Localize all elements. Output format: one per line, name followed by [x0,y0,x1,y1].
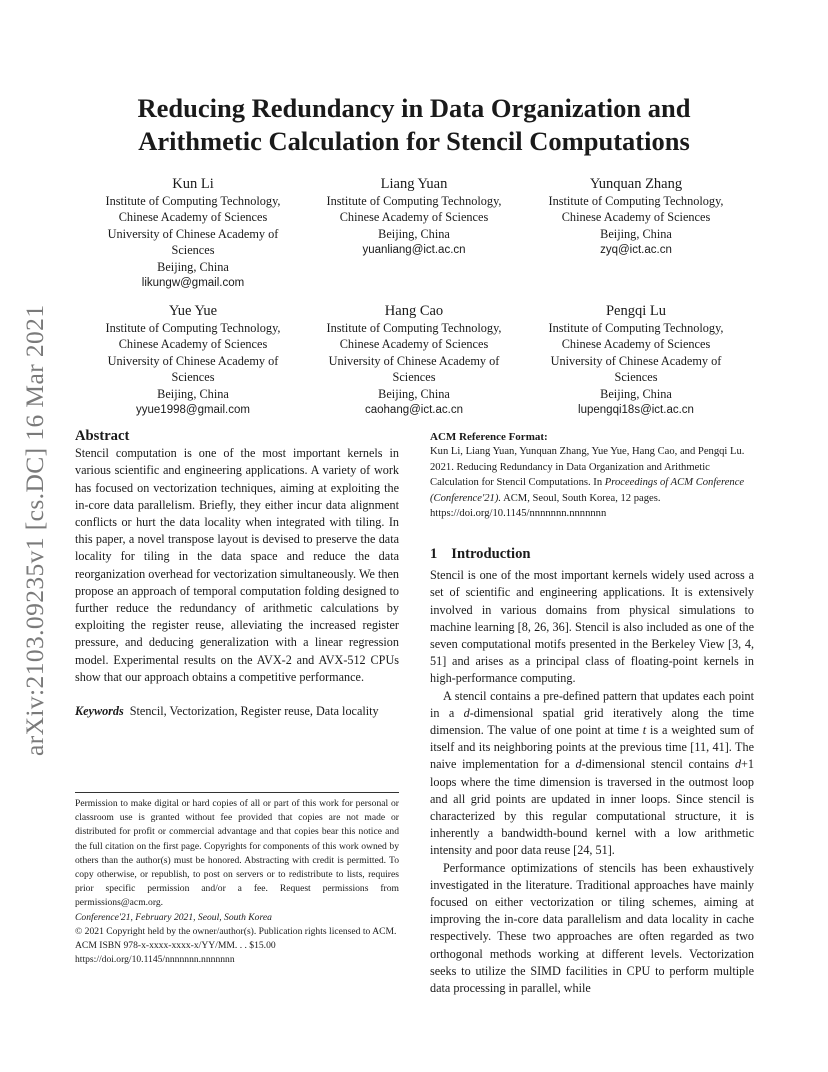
arxiv-identifier: arXiv:2103.09235v1 [cs.DC] 16 Mar 2021 [20,304,49,756]
intro-paragraph-1: Stencil is one of the most important kernels widely used across a set of scientific and engineering applications. It is extensively involved in various domains from physical simulations to machine learning [8, 26, 36]. Stencil is also included as one of the seven computational motifs presented in the Berkeley View [3, 4, 51] and arises as a principal class of floating-point kernels in high-performance computing. [430,568,754,686]
affiliation-line: Beijing, China [157,259,229,274]
isbn-line: ACM ISBN 978-x-xxxx-xxxx-x/YY/MM. . . $15.00 [75,940,276,952]
footnote-divider [75,792,399,793]
doi-line: https://doi.org/10.1145/nnnnnnn.nnnnnnn [75,954,235,966]
affiliation-line: University of Chinese Academy of [328,353,500,368]
affiliation-line: Chinese Academy of Sciences [561,337,711,352]
affiliation-line: Chinese Academy of Sciences [118,210,268,225]
author-name: Liang Yuan [380,176,448,192]
author-email: likungw@gmail.com [141,277,245,290]
acm-ref-part: Kun Li, Liang Yuan, Yunquan Zhang, Yue Yue, Hang Cao, and Pengqi Lu. 2021. Reducing Redundancy in Data Organization and Arithmetic Calculation for Stencil Computations. In [430,446,745,489]
permission-notice [75,797,399,967]
affiliation-line: Sciences [171,243,215,258]
author-email: caohang@ict.ac.cn [365,404,463,417]
text-run: is a weighted sum of itself and its neighboring points at the previous time [11, 41]. The naive implementation for a [430,723,754,772]
affiliation-line: Beijing, China [157,386,229,401]
affiliation-line: Chinese Academy of Sciences [339,210,489,225]
copyright-line: © 2021 Copyright held by the owner/author(s). Publication rights licensed to ACM. [75,925,397,937]
keywords [75,703,399,720]
introduction-heading [430,546,754,563]
affiliation-line: Chinese Academy of Sciences [118,337,268,352]
affiliation-line: Beijing, China [600,386,672,401]
intro-paragraph-2 [430,688,754,860]
author-email: yyue1998@gmail.com [136,404,250,417]
affiliation-line: Chinese Academy of Sciences [339,337,489,352]
math-var: d [463,705,470,720]
author-name: Hang Cao [384,303,444,319]
author-block-kun-li [88,175,298,291]
affiliation-line: Institute of Computing Technology, [105,321,281,335]
math-var: d [575,757,582,772]
acm-ref-venue: Proceedings of ACM Conference (Conference'21). [430,477,745,504]
affiliation-line: Institute of Computing Technology, [105,194,281,208]
affiliation-line: University of Chinese Academy of [107,226,279,241]
abstract-heading: Abstract [75,428,130,444]
author-email: zyq@ict.ac.cn [600,244,672,257]
affiliation-line: Sciences [614,370,658,385]
author-block-pengqi-lu [531,302,741,418]
paper-title [60,92,768,158]
affiliation-line: Institute of Computing Technology, [548,321,724,335]
author-block-hang-cao [309,302,519,418]
math-var: t [642,723,647,738]
affiliation-line: Beijing, China [378,226,450,241]
keywords-label: Keywords [75,704,124,719]
acm-reference [430,430,754,522]
affiliation-line: Institute of Computing Technology, [548,194,724,208]
affiliation-line: Sciences [392,370,436,385]
math-var: d [734,757,742,772]
introduction-section [430,546,754,997]
text-run: +1 loops where the time dimension is traversed in the outmost loop and all grid points are updated in inner loops. Since stencil is characterized by this regular computational structure, it is inherently a bandwidth-bound kernel with a low arithmetic intensity and poor data reuse [24, 51]. [430,757,754,858]
abstract-text: Stencil computation is one of the most important kernels in various scientific and engineering applications. A variety of work has focused on vectorization techniques, aiming at exploiting the in-core data parallelism. Briefly, they either incur data alignment conflicts or hurt the data locality when integrated with tiling. In this paper, a novel transpose layout is devised to preserve the data locality for tiling in the data space and reduce the data reorganization overhead for vectorization simultaneously. We then propose an approach of temporal computation folding designed to further reduce the redundancy of arithmetic calculations by exploiting the register reuse, alleviating the increased register pressure, and deducing generalization with a linear regression model. Experimental results on the AVX-2 and AVX-512 CPUs show that our approach obtains a competitive performance. [75,446,399,684]
text-run: -dimensional spatial grid iteratively along the time dimension. The value of one point at time [430,705,754,738]
acm-ref-part: ACM, Seoul, South Korea, 12 pages. https://doi.org/10.1145/nnnnnnn.nnnnnnn [430,492,661,520]
title-line-1: Reducing Redundancy in Data Organization and [137,93,691,123]
affiliation-line: Sciences [171,370,215,385]
affiliation-line: Beijing, China [600,226,672,241]
author-block-yunquan-zhang [531,175,741,259]
affiliation-line: Institute of Computing Technology, [326,194,502,208]
affiliation-line: Chinese Academy of Sciences [561,210,711,225]
affiliation-line: Beijing, China [378,386,450,401]
affiliation-line: University of Chinese Academy of [107,353,279,368]
affiliation-line: Institute of Computing Technology, [326,321,502,335]
acm-reference-text [430,444,754,522]
text-run: A stencil contains a pre-defined pattern that updates each point in a [430,688,754,720]
acm-reference-heading: ACM Reference Format: [430,431,548,443]
title-line-2: Arithmetic Calculation for Stencil Computations [138,126,690,156]
permission-text: Permission to make digital or hard copies of all or part of this work for personal or classroom use is granted without fee provided that copies are not made or distributed for profit or commercial advantage and that copies bear this notice and the full citation on the first page. Copyrights for components of this work owned by others than the author(s) must be honored. Abstracting with credit is permitted. To copy otherwise, or republish, to post on servers or to redistribute to lists, requires prior specific permission and/or a fee. Request permissions from permissions@acm.org. [75,798,399,909]
abstract-section [75,428,399,720]
text-run: -dimensional stencil contains [581,757,735,772]
intro-paragraph-3: Performance optimizations of stencils has been exhaustively investigated in the literature. Traditional approaches have mainly focused on either vectorization or tiling schemes, aiming at improving the in-core data parallelism and data locality in cache respectively. These two approaches are often regarded as two orthogonal methods working at different levels. Vectorization seeks to utilize the SIMD facilities in CPU to perform multiple data processing in parallel, while [430,860,754,996]
author-name: Kun Li [172,176,214,192]
author-email: yuanliang@ict.ac.cn [362,244,466,257]
section-number: 1 [430,546,438,562]
author-email: lupengqi18s@ict.ac.cn [578,404,694,417]
author-name: Yunquan Zhang [589,176,683,192]
affiliation-line: University of Chinese Academy of [550,353,722,368]
section-title: Introduction [451,546,531,562]
author-block-liang-yuan [309,175,519,259]
author-block-yue-yue [88,302,298,418]
keywords-text: Stencil, Vectorization, Register reuse, Data locality [129,704,379,719]
author-name: Yue Yue [168,303,218,319]
author-name: Pengqi Lu [605,303,666,319]
conference-line: Conference'21, February 2021, Seoul, South Korea [75,911,272,923]
